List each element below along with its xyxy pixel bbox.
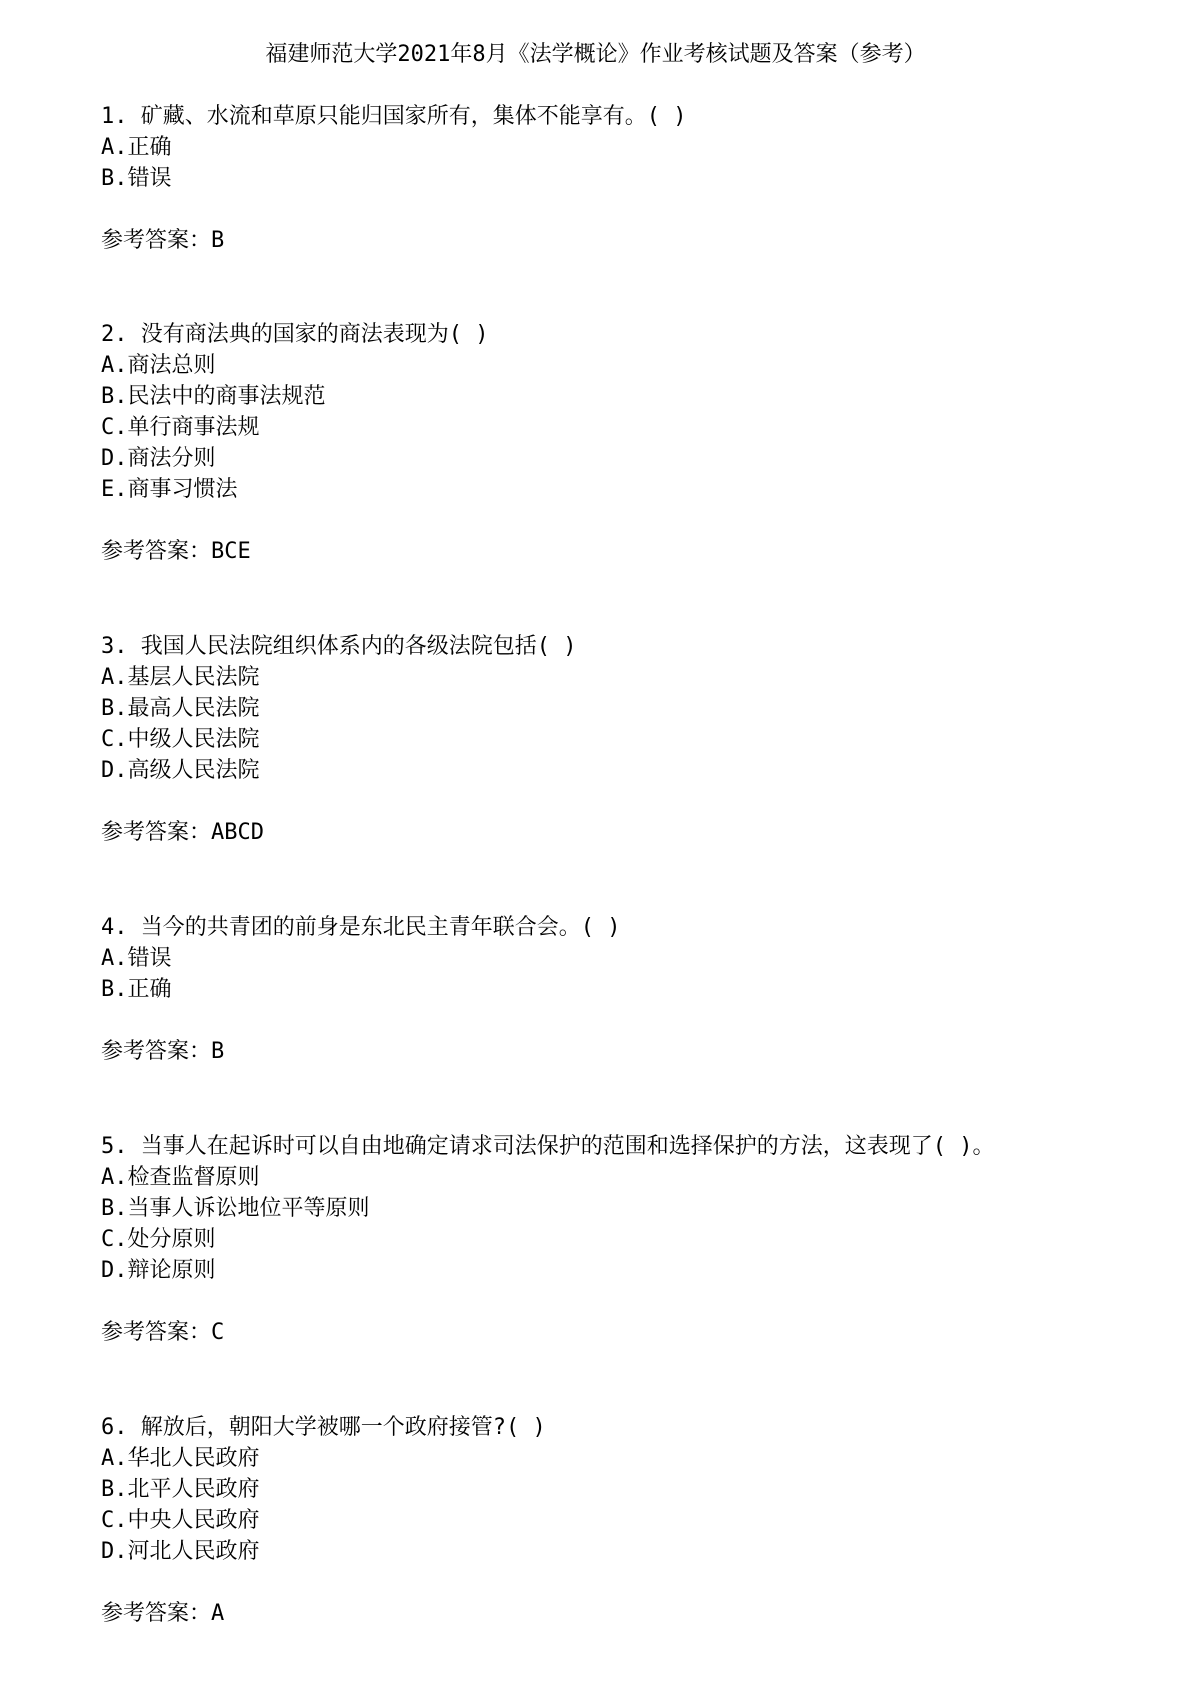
answer-value: BCE	[211, 539, 251, 564]
question-stem: 2. 没有商法典的国家的商法表现为( )	[101, 322, 489, 347]
question-stem: 5. 当事人在起诉时可以自由地确定请求司法保护的范围和选择保护的方法，这表现了( )。	[101, 1134, 995, 1159]
question-6	[101, 1412, 1151, 1629]
answer-value: A	[211, 1601, 225, 1626]
option-b: B.民法中的商事法规范	[101, 384, 326, 409]
question-stem: 6. 解放后，朝阳大学被哪一个政府接管?( )	[101, 1415, 546, 1440]
option-c: C.处分原则	[101, 1227, 216, 1252]
option-c: C.单行商事法规	[101, 415, 260, 440]
answer-line	[101, 1317, 1151, 1348]
question-4	[101, 912, 1151, 1067]
question-stem: 3. 我国人民法院组织体系内的各级法院包括( )	[101, 634, 577, 659]
option-a: A.检查监督原则	[101, 1165, 260, 1190]
answer-line	[101, 817, 1151, 848]
option-b: B.北平人民政府	[101, 1477, 260, 1502]
question-stem: 4. 当今的共青团的前身是东北民主青年联合会。( )	[101, 915, 621, 940]
answer-line	[101, 1036, 1151, 1067]
question-stem: 1. 矿藏、水流和草原只能归国家所有，集体不能享有。( )	[101, 104, 687, 129]
answer-label: 参考答案：	[101, 820, 212, 845]
answer-line	[101, 536, 1151, 567]
option-a: A.华北人民政府	[101, 1446, 260, 1471]
option-d: D.商法分则	[101, 446, 216, 471]
option-e: E.商事习惯法	[101, 477, 238, 502]
answer-value: C	[211, 1320, 225, 1345]
answer-label: 参考答案：	[101, 1601, 212, 1626]
question-5	[101, 1131, 1151, 1348]
option-a: A.正确	[101, 135, 172, 160]
option-b: B.正确	[101, 977, 172, 1002]
option-a: A.商法总则	[101, 353, 216, 378]
option-d: D.高级人民法院	[101, 758, 260, 783]
answer-line	[101, 225, 1151, 256]
answer-value: B	[211, 1039, 225, 1064]
option-b: B.最高人民法院	[101, 696, 260, 721]
answer-value: ABCD	[211, 820, 264, 845]
answer-label: 参考答案：	[101, 1320, 212, 1345]
answer-value: B	[211, 228, 225, 253]
answer-label: 参考答案：	[101, 228, 212, 253]
answer-label: 参考答案：	[101, 1039, 212, 1064]
question-3	[101, 631, 1151, 848]
option-a: A.基层人民法院	[101, 665, 260, 690]
option-b: B.错误	[101, 166, 172, 191]
document-title: 福建师范大学2021年8月《法学概论》作业考核试题及答案（参考）	[265, 42, 926, 67]
option-d: D.辩论原则	[101, 1258, 216, 1283]
option-b: B.当事人诉讼地位平等原则	[101, 1196, 370, 1221]
option-c: C.中级人民法院	[101, 727, 260, 752]
answer-label: 参考答案：	[101, 539, 212, 564]
option-a: A.错误	[101, 946, 172, 971]
option-d: D.河北人民政府	[101, 1539, 260, 1564]
answer-line	[101, 1598, 1151, 1629]
option-c: C.中央人民政府	[101, 1508, 260, 1533]
question-1	[101, 101, 1151, 256]
question-2	[101, 319, 1151, 567]
